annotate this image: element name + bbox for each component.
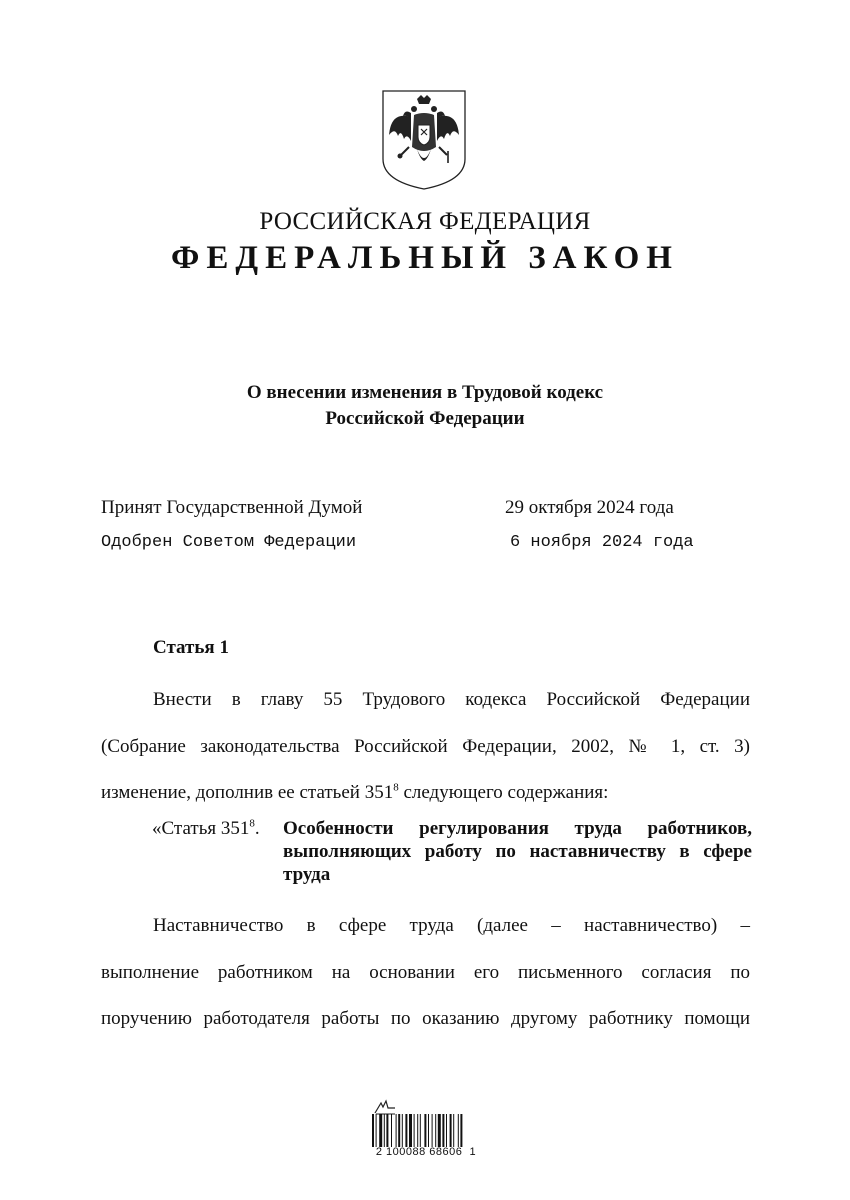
law-title-line-2: Российской Федерации [325, 408, 525, 429]
coat-of-arms-icon [381, 89, 467, 191]
new-article-title: Особенности регулирования труда работников, выполняющих работу по наставничеству в сфере труда [283, 818, 752, 885]
paragraph-1-line-1: Внести в главу 55 Трудового кодекса Российской Федерации [153, 689, 750, 710]
duma-adoption-label: Принят Государственной Думой [101, 497, 363, 518]
paragraph-1-line-2: (Собрание законодательства Российской Федерации, 2002, № 1, ст. 3) [101, 735, 750, 757]
law-title [0, 380, 850, 432]
council-approval-label: Одобрен Советом Федерации [101, 533, 357, 552]
publisher-stamp-icon [373, 1099, 397, 1115]
new-article-block [152, 817, 752, 886]
article-paragraph-1 [101, 677, 750, 817]
paragraph-1-line-3: изменение, дополнив ее статьей $351^8$ следующего содержания: [101, 781, 609, 803]
law-title-line-1: О внесении изменения в Трудовой кодекс [246, 382, 604, 403]
paragraph-2-line-1: Наставничество в сфере труда (далее – наставничество) – [153, 915, 750, 936]
article-paragraph-2 [101, 903, 750, 1043]
duma-adoption-date: 29 октября 2024 года [505, 497, 674, 518]
paragraph-2-line-2: выполнение работником на основании его письменного согласия по [101, 961, 750, 983]
document-type: ФЕДЕРАЛЬНЫЙ ЗАКОН [171, 240, 679, 276]
barcode-number: 2 100088 68606 1 [375, 1146, 477, 1158]
council-approval-date: 6 ноября 2024 года [510, 533, 694, 552]
paragraph-2-line-3: поручению работодателя работы по оказанию другому работнику помощи [101, 1008, 750, 1029]
country-name: РОССИЙСКАЯ ФЕДЕРАЦИЯ [259, 208, 591, 235]
barcode-icon [372, 1114, 478, 1147]
new-article-label: «Статья $351^8$. [152, 817, 260, 839]
article-heading: Статья 1 [153, 637, 229, 658]
